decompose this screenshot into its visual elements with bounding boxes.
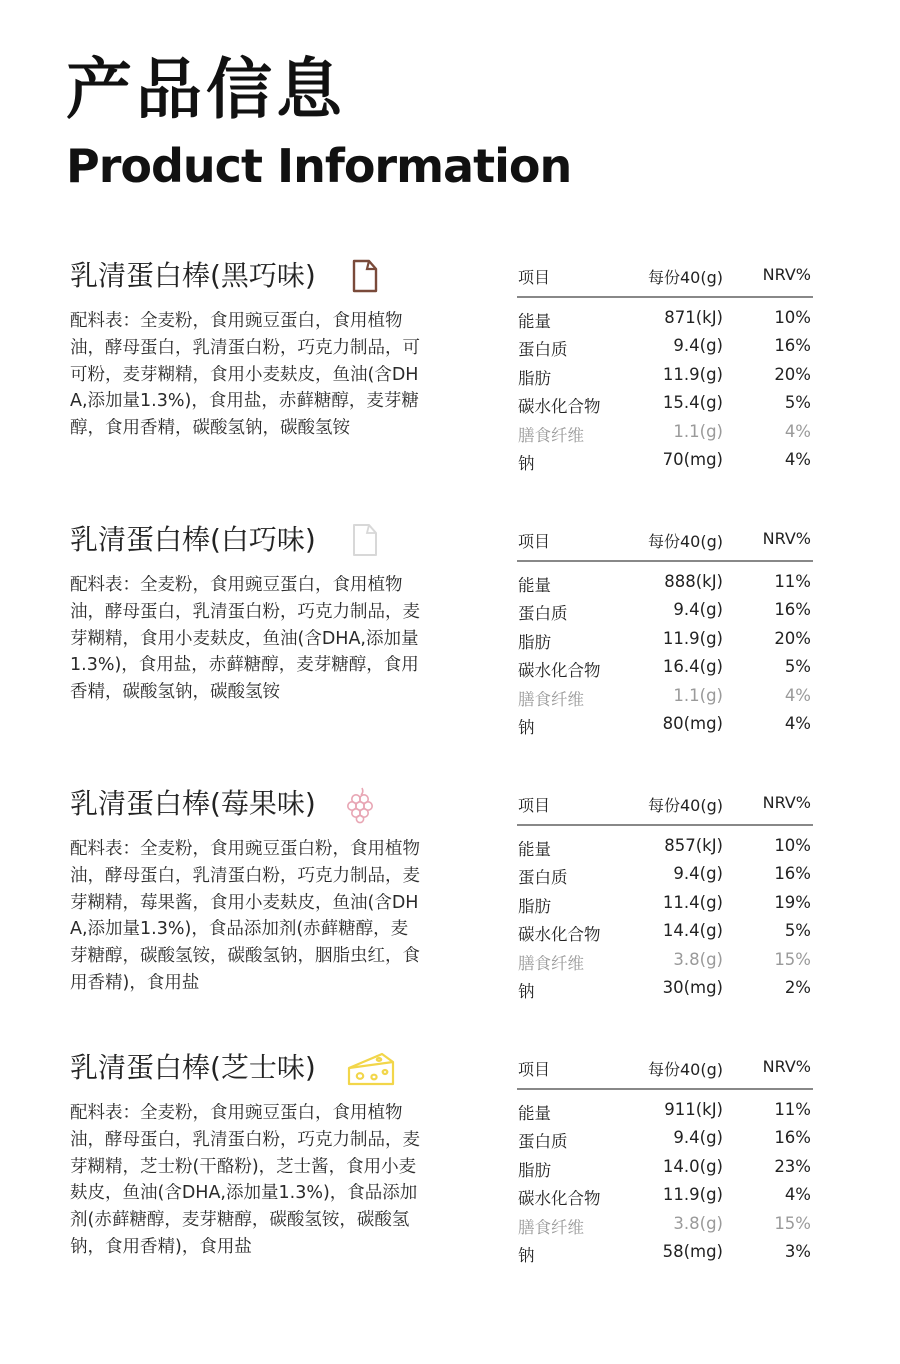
row-item: 膳食纤维 (518, 1217, 584, 1237)
table-row (517, 917, 813, 945)
nutrition-table (517, 256, 813, 474)
row-value: 16.4(g) (662, 657, 723, 677)
header-item: 项目 (518, 532, 551, 551)
row-value: 11.9(g) (662, 1185, 723, 1205)
dark-chocolate-icon (350, 258, 380, 294)
table-row (517, 596, 813, 624)
table-row (517, 682, 813, 710)
row-value: 871(kJ) (664, 308, 723, 327)
ingredients-text: 配料表：全麦粉，食用豌豆蛋白粉，食用植物油，酵母蛋白，乳清蛋白粉，巧克力制品，麦芽糊精，莓果酱，食用小麦麸皮，鱼油(含DHA,添加量1.3%)，食品添加剂(赤藓糖醇，麦芽糖醇，碳酸氢铵，碳酸氢钠，胭脂虫红，食用香精)，食用盐 (70, 839, 420, 993)
header-nrv: NRV% (762, 529, 811, 548)
row-item: 碳水化合物 (518, 1189, 601, 1209)
row-item: 膳食纤维 (518, 425, 584, 445)
header-nrv: NRV% (762, 1057, 811, 1076)
row-value: 14.0(g) (662, 1156, 723, 1176)
row-item: 钠 (518, 981, 535, 1001)
row-nrv: 20% (774, 628, 811, 648)
row-nrv: 23% (774, 1156, 811, 1176)
row-value: 70(mg) (662, 449, 723, 469)
row-nrv: 10% (774, 308, 811, 327)
table-row (517, 974, 813, 1002)
table-row (517, 946, 813, 974)
header-item: 项目 (518, 1060, 551, 1079)
table-row (517, 361, 813, 389)
row-item: 蛋白质 (518, 1132, 568, 1152)
row-value: 11.4(g) (662, 892, 723, 912)
product-name: 乳清蛋白棒(莓果味) (70, 787, 316, 820)
header-item: 项目 (518, 268, 551, 287)
row-nrv: 16% (774, 600, 811, 620)
row-nrv: 16% (774, 1128, 811, 1148)
row-nrv: 11% (774, 1100, 811, 1119)
table-row (517, 889, 813, 917)
table-row (517, 418, 813, 446)
header-per-serving: 每份40(g) (647, 532, 723, 551)
row-item: 脂肪 (518, 896, 551, 916)
row-item: 钠 (518, 1245, 535, 1265)
row-value: 1.1(g) (673, 685, 723, 705)
row-item: 能量 (518, 576, 551, 595)
row-value: 888(kJ) (664, 572, 723, 591)
nutrition-table (517, 1048, 813, 1266)
table-row (517, 1096, 813, 1124)
berry-icon (344, 786, 380, 824)
row-nrv: 4% (784, 1185, 811, 1205)
header-per-serving: 每份40(g) (647, 796, 723, 815)
row-item: 能量 (518, 1104, 551, 1123)
row-nrv: 16% (774, 864, 811, 884)
header-per-serving: 每份40(g) (647, 268, 723, 287)
row-value: 1.1(g) (673, 421, 723, 441)
row-nrv: 20% (774, 364, 811, 384)
table-header (517, 1048, 813, 1090)
row-item: 脂肪 (518, 632, 551, 652)
product-section-berry (0, 784, 900, 1024)
row-item: 脂肪 (518, 368, 551, 388)
table-row (517, 1238, 813, 1266)
ingredients-text: 配料表：全麦粉，食用豌豆蛋白，食用植物油，酵母蛋白，乳清蛋白粉，巧克力制品，可可粉，麦芽糊精，食用小麦麸皮，鱼油(含DHA,添加量1.3%)，食用盐，赤藓糖醇，麦芽糖醇，食用香精，碳酸氢钠，碳酸氢铵 (70, 311, 420, 439)
row-item: 膳食纤维 (518, 953, 584, 973)
row-value: 3.8(g) (673, 949, 723, 969)
table-row (517, 653, 813, 681)
row-item: 能量 (518, 840, 551, 859)
row-value: 9.4(g) (673, 336, 723, 356)
row-item: 钠 (518, 717, 535, 737)
table-row (517, 446, 813, 474)
row-value: 9.4(g) (673, 864, 723, 884)
header-nrv: NRV% (762, 793, 811, 812)
row-item: 蛋白质 (518, 340, 568, 360)
row-nrv: 4% (784, 449, 811, 469)
row-item: 钠 (518, 453, 535, 473)
row-value: 3.8(g) (673, 1213, 723, 1233)
table-row (517, 1210, 813, 1238)
row-nrv: 15% (774, 949, 811, 969)
row-value: 80(mg) (662, 713, 723, 733)
header-nrv: NRV% (762, 265, 811, 284)
row-item: 膳食纤维 (518, 689, 584, 709)
row-nrv: 16% (774, 336, 811, 356)
table-header (517, 784, 813, 826)
row-value: 30(mg) (662, 977, 723, 997)
row-value: 11.9(g) (662, 364, 723, 384)
table-row (517, 625, 813, 653)
row-nrv: 5% (784, 657, 811, 677)
page-title-en: Product Information (66, 139, 572, 193)
row-item: 蛋白质 (518, 868, 568, 888)
ingredients-text: 配料表：全麦粉，食用豌豆蛋白，食用植物油，酵母蛋白，乳清蛋白粉，巧克力制品，麦芽糊精，芝士粉(干酪粉)，芝士酱，食用小麦麸皮，鱼油(含DHA,添加量1.3%)，食品添加剂(赤藓糖醇，麦芽糖醇，碳酸氢铵，碳酸氢钠，食用香精)，食用盐 (70, 1103, 420, 1257)
row-nrv: 3% (784, 1241, 811, 1261)
table-row (517, 1153, 813, 1181)
product-name: 乳清蛋白棒(白巧味) (70, 523, 316, 556)
white-chocolate-icon (350, 522, 380, 558)
row-value: 15.4(g) (662, 393, 723, 413)
nutrition-table (517, 784, 813, 1002)
product-section-white-chocolate (0, 520, 900, 760)
row-nrv: 15% (774, 1213, 811, 1233)
row-item: 能量 (518, 312, 551, 331)
row-value: 9.4(g) (673, 600, 723, 620)
nutrition-table (517, 520, 813, 738)
product-name: 乳清蛋白棒(芝士味) (70, 1051, 316, 1084)
table-row (517, 710, 813, 738)
table-header (517, 520, 813, 562)
product-section-dark-chocolate (0, 256, 900, 496)
page-title-cn: 产品信息 (66, 51, 346, 128)
row-value: 857(kJ) (664, 836, 723, 855)
cheese-icon (346, 1050, 396, 1090)
table-row (517, 568, 813, 596)
row-nrv: 4% (784, 685, 811, 705)
row-value: 14.4(g) (662, 921, 723, 941)
table-header (517, 256, 813, 298)
row-nrv: 5% (784, 921, 811, 941)
header-per-serving: 每份40(g) (647, 1060, 723, 1079)
row-nrv: 19% (774, 892, 811, 912)
row-item: 碳水化合物 (518, 397, 601, 417)
ingredients-text: 配料表：全麦粉，食用豌豆蛋白，食用植物油，酵母蛋白，乳清蛋白粉，巧克力制品，麦芽糊精，食用小麦麸皮，鱼油(含DHA,添加量1.3%)，食用盐，赤藓糖醇，麦芽糖醇，食用香精，碳酸氢钠，碳酸氢铵 (70, 575, 420, 703)
row-nrv: 4% (784, 421, 811, 441)
row-value: 911(kJ) (664, 1100, 723, 1119)
row-item: 碳水化合物 (518, 661, 601, 681)
row-nrv: 2% (784, 977, 811, 997)
product-name: 乳清蛋白棒(黑巧味) (70, 259, 316, 292)
row-item: 脂肪 (518, 1160, 551, 1180)
product-section-cheese (0, 1048, 900, 1288)
row-nrv: 10% (774, 836, 811, 855)
row-value: 9.4(g) (673, 1128, 723, 1148)
row-item: 碳水化合物 (518, 925, 601, 945)
table-row (517, 1181, 813, 1209)
row-nrv: 5% (784, 393, 811, 413)
table-row (517, 1124, 813, 1152)
row-nrv: 4% (784, 713, 811, 733)
table-row (517, 860, 813, 888)
table-row (517, 304, 813, 332)
row-nrv: 11% (774, 572, 811, 591)
row-value: 58(mg) (662, 1241, 723, 1261)
table-row (517, 332, 813, 360)
table-row (517, 832, 813, 860)
row-item: 蛋白质 (518, 604, 568, 624)
table-row (517, 389, 813, 417)
row-value: 11.9(g) (662, 628, 723, 648)
header-item: 项目 (518, 796, 551, 815)
